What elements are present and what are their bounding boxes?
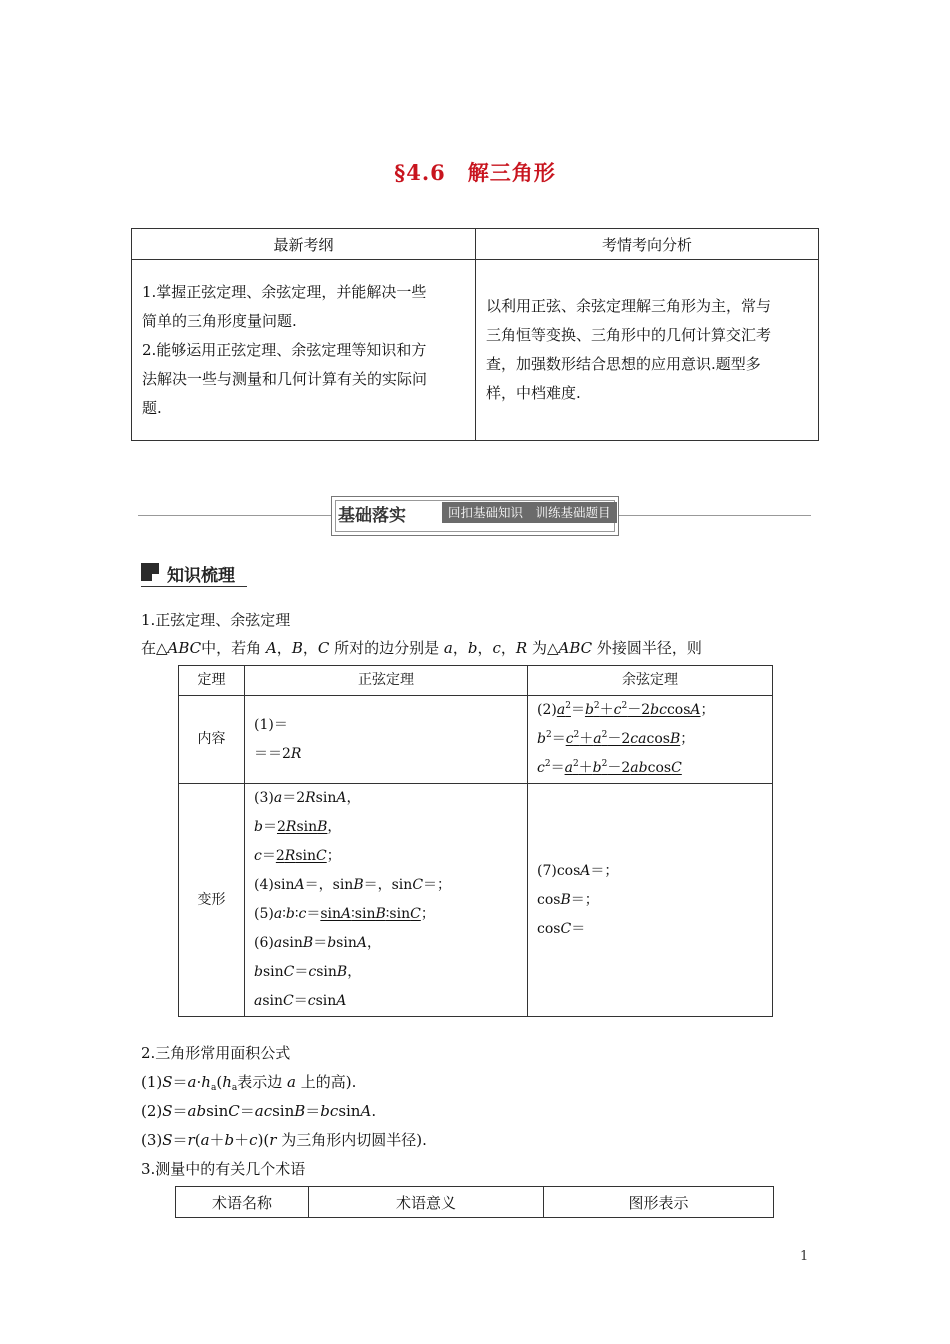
sine-variant-line: (4)sinA＝，sinB＝，sinC＝； [254, 877, 452, 893]
cos-variant-line: cosB＝； [537, 891, 599, 908]
sine-variant-line: bsinC＝csinB， [254, 964, 362, 980]
outline-left-line: 题. [142, 398, 162, 417]
outline-header-right: 考情考向分析 [476, 229, 819, 260]
page-number: 1 [800, 1249, 809, 1264]
outline-left-line: 法解决一些与测量和几何计算有关的实际问 [142, 369, 428, 388]
cos-content-line: $c^2=a^2+b^2-2abcosC$ [537, 759, 682, 776]
terms-table [175, 1186, 774, 1218]
sine-content-line: ＝＝2R [254, 745, 302, 762]
sine-variant-line: c＝2RsinC； [254, 848, 341, 864]
banner-rule-left [138, 515, 331, 516]
banner-rule-right [617, 515, 811, 516]
sine-content-cell [245, 696, 528, 784]
outline-header-left: 最新考纲 [132, 229, 476, 260]
outline-left-cell [132, 260, 476, 441]
sine-variant-line: (3)a＝2RsinA， [254, 790, 361, 806]
outline-table [131, 228, 819, 441]
item1-heading: 1.正弦定理、余弦定理 [141, 611, 291, 629]
row-label-content: 内容 [179, 696, 245, 784]
sine-variant-line: (6)asinB＝bsinA， [254, 935, 381, 951]
outline-right-cell [476, 260, 819, 441]
terms-header-meaning: 术语意义 [309, 1187, 544, 1218]
theorem-header-sine: 正弦定理 [245, 666, 528, 696]
outline-right-line: 三角恒等变换、三角形中的几何计算交汇考 [486, 326, 772, 344]
outline-right-line: 查，加强数形结合思想的应用意识.题型多 [486, 355, 761, 373]
terms-header-name: 术语名称 [176, 1187, 309, 1218]
area-formula-3: (3)S＝r(a＋b＋c)(r 为三角形内切圆半径). [141, 1131, 427, 1149]
banner-sub-label: 回扣基础知识 训练基础题目 [442, 502, 617, 523]
page-title: §4.6 解三角形 [394, 160, 556, 185]
section-title: 知识梳理 [167, 566, 235, 586]
theorem-table [178, 665, 773, 1017]
theorem-header-cosine: 余弦定理 [528, 666, 773, 696]
outline-left-line: 2.能够运用正弦定理、余弦定理等知识和方 [142, 340, 427, 359]
cos-content-line: $(2)a^2=b^2+c^2-2bccosA$； [537, 701, 715, 718]
sine-variant-line: b＝2RsinB， [254, 819, 342, 835]
item3-heading: 3.测量中的有关几个术语 [141, 1160, 306, 1178]
section-banner [331, 496, 619, 536]
sine-variants-cell [245, 784, 528, 1017]
area-formula-1: $(1)S=a\cdot h_a(h_a$表示边 a 上的高). [141, 1073, 357, 1093]
sine-variant-line: asinC＝csinA [254, 993, 347, 1009]
section-underline [141, 586, 247, 587]
cos-content-line: $b^2=c^2+a^2-2cacosB$； [537, 730, 695, 747]
outline-right-line: 以利用正弦、余弦定理解三角形为主，常与 [486, 297, 772, 315]
sine-content-line: (1)＝ [254, 716, 288, 733]
cos-variant-line: cosC＝ [537, 920, 586, 937]
row-label-variants: 变形 [179, 784, 245, 1017]
theorem-header-col1: 定理 [179, 666, 245, 696]
banner-main-label: 基础落实 [338, 506, 406, 526]
area-formula-2: (2)S＝absinC＝acsinB＝bcsinA. [141, 1102, 377, 1120]
cos-variants-cell [528, 784, 773, 1017]
item1-intro: 在△ABC中，若角 A，B，C 所对的边分别是 a，b，c，R 为△ABC 外接圆半径，则 [141, 639, 702, 657]
item2-heading: 2.三角形常用面积公式 [141, 1044, 291, 1062]
outline-right-line: 样，中档难度. [486, 384, 581, 402]
outline-left-line: 简单的三角形度量问题. [142, 311, 297, 330]
terms-header-figure: 图形表示 [544, 1187, 774, 1218]
sine-variant-line: (5)a∶b∶c＝sinA∶sinB∶sinC； [254, 906, 435, 922]
cos-variant-line: (7)cosA＝； [537, 862, 619, 879]
outline-left-line: 1.掌握正弦定理、余弦定理，并能解决一些 [142, 282, 427, 301]
cos-content-cell [528, 696, 773, 784]
section-square-icon [141, 563, 159, 581]
